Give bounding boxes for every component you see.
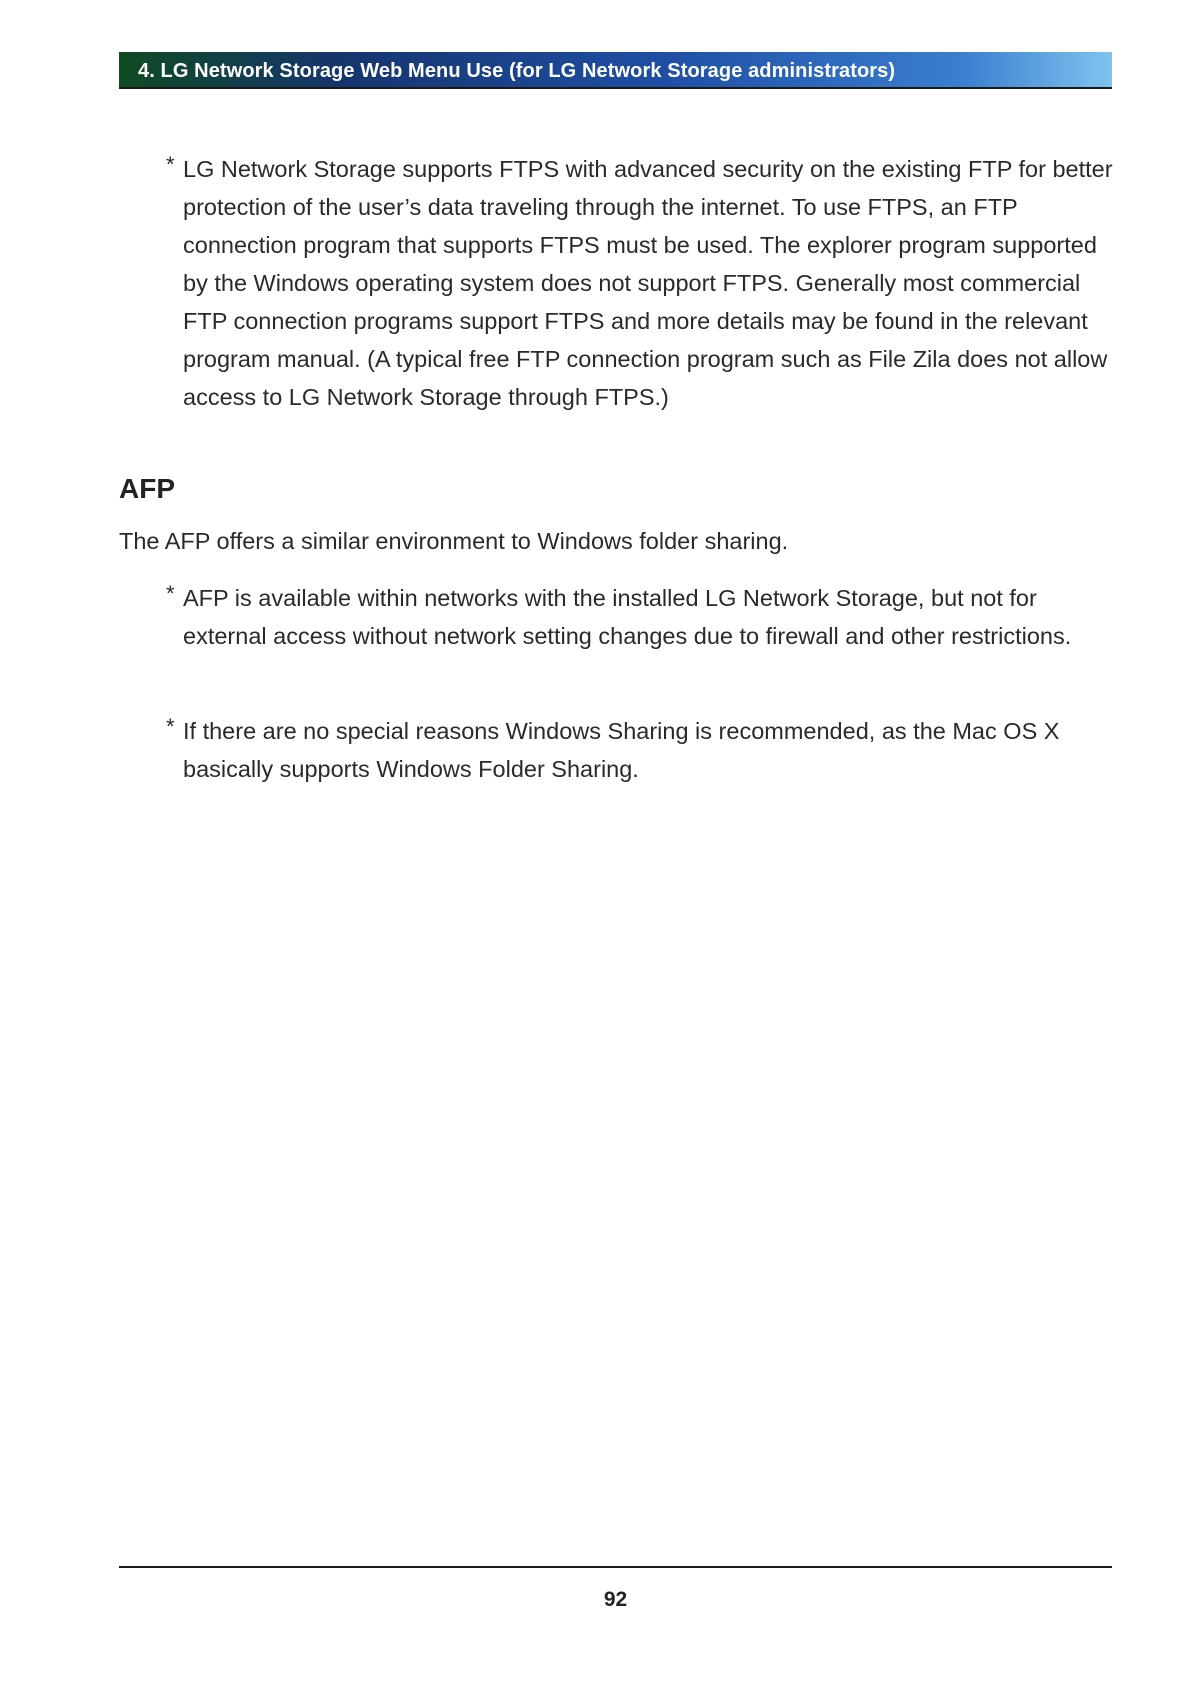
bullet-marker: * [166,152,175,177]
afp-windows-sharing-note-text: If there are no special reasons Windows Sharing is recommended, as the Mac OS X basically supports Windows Folder Sharing. [183,718,1060,782]
ftps-note [166,150,1116,416]
bullet-marker: * [166,581,175,606]
ftps-note-text: LG Network Storage supports FTPS with advanced security on the existing FTP for better protection of the user’s data traveling through the internet. To use FTPS, an FTP connection program that supports FTPS must be used. The explorer program supported by the Windows operating system does not support FTPS. Generally most commercial FTP connection programs support FTPS and more details may be found in the relevant program manual. (A typical free FTP connection program such as File Zila does not allow access to LG Network Storage through FTPS.) [183,156,1113,410]
section-header-bar [119,52,1112,89]
afp-network-note-text: AFP is available within networks with the installed LG Network Storage, but not for external access without network setting changes due to firewall and other restrictions. [183,585,1072,649]
page-number: 92 [603,1588,628,1611]
afp-intro: The AFP offers a similar environment to Windows folder sharing. [119,528,789,554]
afp-windows-sharing-note [166,712,1116,788]
afp-network-note [166,579,1116,655]
bullet-marker: * [166,714,175,739]
afp-heading: AFP [119,473,175,504]
footer-divider [119,1566,1112,1568]
section-header-title: 4. LG Network Storage Web Menu Use (for LG Network Storage administrators) [138,60,896,82]
